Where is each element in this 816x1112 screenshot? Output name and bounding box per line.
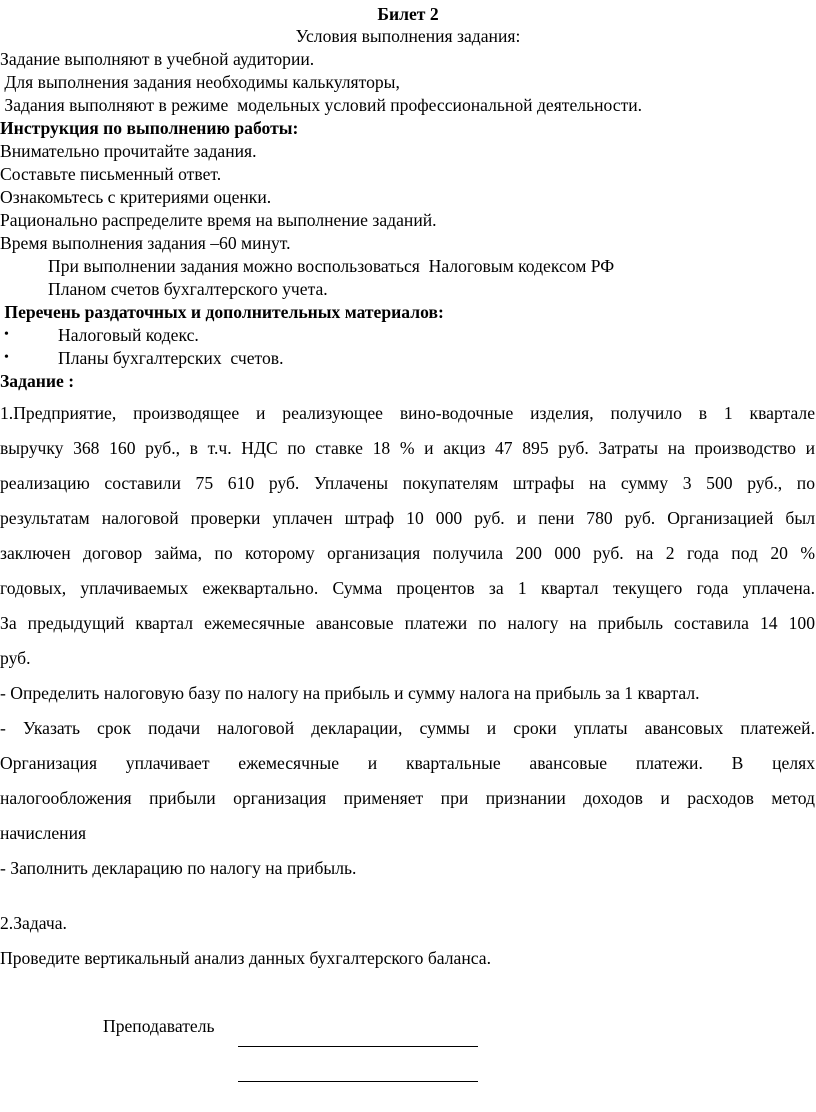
requirement-1: - Определить налоговую базу по налогу на прибыль и сумму налога на прибыль за 1 квартал. [0, 683, 700, 703]
instruction-note: Планом счетов бухгалтерского учета. [48, 279, 328, 299]
instructions-heading: Инструкция по выполнению работы: [0, 118, 299, 138]
instruction-item: Внимательно прочитайте задания. [0, 141, 257, 161]
requirement-2-line: начисления [0, 823, 87, 843]
requirement-2-line: Организация уплачивает ежемесячные и квартальные авансовые платежи. В целях [0, 753, 815, 773]
task1-line: годовых, уплачиваемых ежеквартально. Сумма процентов за 1 квартал текущего года уплачена. [0, 578, 815, 598]
ticket-title: Билет 2 [377, 4, 439, 24]
instruction-item: Время выполнения задания –60 минут. [0, 233, 291, 253]
task1-line: 1.Предприятие, производящее и реализующее вино-водочные изделия, получило в 1 квартале [0, 403, 815, 423]
instruction-item: Рационально распределите время на выполнение заданий. [0, 210, 437, 230]
task1-line: реализацию составили 75 610 руб. Уплачены покупателям штрафы на сумму 3 500 руб., по [0, 473, 815, 493]
instruction-note: При выполнении задания можно воспользоваться Налоговым кодексом РФ [48, 256, 615, 276]
instruction-item: Составьте письменный ответ. [0, 164, 222, 184]
task2-heading: 2.Задача. [0, 913, 67, 933]
task1-line: заключен договор займа, по которому организация получила 200 000 руб. на 2 года под 20 % [0, 543, 815, 563]
material-item: Налоговый кодекс. [58, 325, 199, 345]
signature-line [238, 1046, 478, 1047]
bullet-icon: • [4, 350, 9, 365]
instruction-item: Ознакомьтесь с критериями оценки. [0, 187, 272, 207]
requirement-3: - Заполнить декларацию по налогу на прибыль. [0, 858, 357, 878]
task1-line: результатам налоговой проверки уплачен штраф 10 000 руб. и пени 780 руб. Организацией был [0, 508, 815, 528]
condition-line: Задание выполняют в учебной аудитории. [0, 49, 315, 69]
requirement-2-line: - Указать срок подачи налоговой декларации, суммы и сроки уплаты авансовых платежей. [0, 718, 815, 738]
task1-line: руб. [0, 648, 31, 668]
task1-line: За предыдущий квартал ежемесячные авансовые платежи по налогу на прибыль составила 14 100 [0, 613, 815, 633]
conditions-heading: Условия выполнения задания: [295, 26, 521, 46]
condition-line: Для выполнения задания необходимы калькуляторы, [0, 72, 400, 92]
signature-line [238, 1081, 478, 1082]
condition-line: Задания выполняют в режиме модельных условий профессиональной деятельности. [0, 95, 643, 115]
material-item: Планы бухгалтерских счетов. [58, 348, 284, 368]
signature-label: Преподаватель [103, 1016, 215, 1036]
requirement-2-line: налогообложения прибыли организация применяет при признании доходов и расходов метод [0, 788, 815, 808]
task2-text: Проведите вертикальный анализ данных бухгалтерского баланса. [0, 948, 491, 968]
task-heading: Задание : [0, 371, 75, 391]
task1-line: выручку 368 160 руб., в т.ч. НДС по ставке 18 % и акциз 47 895 руб. Затраты на производство и [0, 438, 815, 458]
materials-heading: Перечень раздаточных и дополнительных материалов: [0, 302, 444, 322]
bullet-icon: • [4, 327, 9, 342]
